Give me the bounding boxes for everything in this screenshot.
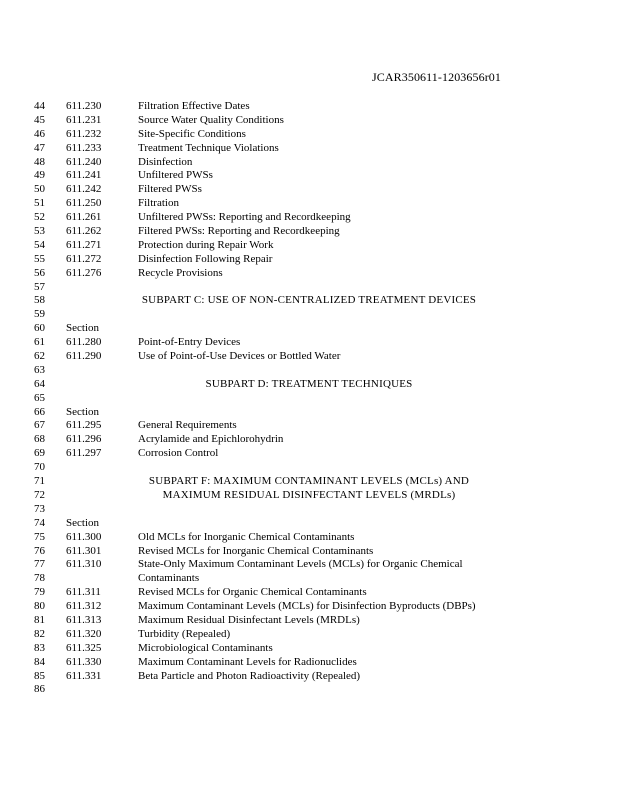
- section-title: Use of Point-of-Use Devices or Bottled Water: [138, 350, 341, 363]
- table-row: [0, 156, 618, 170]
- subpart-heading-line: [0, 378, 618, 392]
- line-number: 71: [34, 475, 45, 488]
- line-number: 61: [34, 336, 45, 349]
- line-number: 67: [34, 419, 45, 432]
- table-row: [0, 433, 618, 447]
- section-title: Unfiltered PWSs: Reporting and Recordkeeping: [138, 211, 351, 224]
- subpart-heading: SUBPART C: USE OF NON-CENTRALIZED TREATMENT DEVICES: [141, 294, 477, 307]
- line-number: 53: [34, 225, 45, 238]
- section-number: 611.230: [66, 100, 102, 112]
- line-number: 66: [34, 405, 45, 418]
- line-number: 69: [34, 447, 45, 460]
- line-number: 75: [34, 530, 45, 543]
- table-row: [0, 308, 618, 322]
- table-row: [0, 503, 618, 517]
- line-number: 48: [34, 155, 45, 168]
- section-label-line: [0, 517, 618, 531]
- table-row: [0, 558, 618, 572]
- section-number: 611.232: [66, 127, 102, 140]
- section-number: 611.311: [66, 586, 101, 599]
- section-number: 611.300: [66, 530, 102, 543]
- line-number: 82: [34, 627, 45, 640]
- section-title: Revised MCLs for Organic Chemical Contaminants: [138, 586, 367, 599]
- table-row: [0, 197, 618, 211]
- section-title: Filtered PWSs: [138, 183, 202, 196]
- section-title: Filtration: [138, 197, 179, 210]
- table-row: [0, 600, 618, 614]
- section-number: 611.261: [66, 211, 102, 224]
- section-label-line: [0, 406, 618, 420]
- line-number: 47: [34, 141, 45, 154]
- section-number: 611.250: [66, 197, 102, 210]
- line-number: 77: [34, 558, 45, 571]
- line-number: 50: [34, 183, 45, 196]
- rule-text-body: [0, 100, 618, 697]
- line-number: 49: [34, 169, 45, 182]
- section-number: 611.280: [66, 336, 102, 349]
- section-number: 611.295: [66, 419, 102, 432]
- section-number: 611.241: [66, 169, 102, 182]
- section-title: Turbidity (Repealed): [138, 627, 231, 640]
- subpart-heading: SUBPART F: MAXIMUM CONTAMINANT LEVELS (MCLs) AND: [148, 475, 470, 488]
- line-number: 70: [34, 461, 45, 474]
- section-number: 611.290: [66, 350, 102, 363]
- table-row: [0, 419, 618, 433]
- section-title: State-Only Maximum Contaminant Levels (MCLs) for Organic Chemical: [138, 558, 463, 571]
- section-title: Revised MCLs for Inorganic Chemical Contaminants: [138, 544, 374, 557]
- table-row: [0, 628, 618, 642]
- section-number: 611.330: [66, 655, 102, 668]
- section-title: Site-Specific Conditions: [138, 127, 246, 140]
- section-title: Unfiltered PWSs: [138, 169, 213, 182]
- line-number: 81: [34, 613, 45, 626]
- line-number: 86: [34, 683, 45, 696]
- section-title: Filtered PWSs: Reporting and Recordkeeping: [138, 225, 340, 238]
- section-number: 611.240: [66, 155, 102, 168]
- section-title: Maximum Contaminant Levels for Radionuclides: [138, 655, 357, 668]
- table-row: [0, 128, 618, 142]
- section-title: Beta Particle and Photon Radioactivity (Repealed): [138, 669, 361, 682]
- table-row: [0, 572, 618, 586]
- section-number: 611.301: [66, 544, 102, 557]
- section-title: Point-of-Entry Devices: [138, 336, 241, 349]
- line-number: 83: [34, 641, 45, 654]
- subpart-heading-line: [0, 294, 618, 308]
- subpart-heading: MAXIMUM RESIDUAL DISINFECTANT LEVELS (MRDLs): [162, 488, 456, 501]
- section-title: Protection during Repair Work: [138, 238, 274, 251]
- line-number: 84: [34, 655, 45, 668]
- line-number: 57: [34, 280, 45, 293]
- line-number: 74: [34, 516, 45, 529]
- table-row: [0, 253, 618, 267]
- table-row: [0, 239, 618, 253]
- section-number: 611.271: [66, 238, 102, 251]
- subpart-heading-line: [0, 489, 618, 503]
- table-row: [0, 350, 618, 364]
- section-title: Disinfection: [138, 155, 193, 168]
- section-number: 611.231: [66, 113, 102, 126]
- section-number: 611.276: [66, 266, 102, 279]
- table-row: [0, 211, 618, 225]
- line-number: 59: [34, 308, 45, 321]
- table-row: [0, 100, 618, 114]
- section-number: 611.313: [66, 613, 102, 626]
- line-number: 51: [34, 197, 45, 210]
- table-row: [0, 614, 618, 628]
- line-number: 78: [34, 572, 45, 585]
- line-number: 68: [34, 433, 45, 446]
- line-number: 54: [34, 238, 45, 251]
- section-title: Source Water Quality Conditions: [138, 113, 284, 126]
- section-column-label: Section: [66, 405, 99, 418]
- table-row: [0, 461, 618, 475]
- line-number: 85: [34, 669, 45, 682]
- section-title: Maximum Contaminant Levels (MCLs) for Disinfection Byproducts (DBPs): [138, 600, 476, 613]
- table-row: [0, 183, 618, 197]
- section-number: 611.296: [66, 433, 102, 446]
- line-number: 58: [34, 294, 45, 307]
- line-number: 56: [34, 266, 45, 279]
- table-row: [0, 545, 618, 559]
- section-title: Disinfection Following Repair: [138, 252, 273, 265]
- line-number: 62: [34, 350, 45, 363]
- document-id: JCAR350611-1203656r01: [372, 70, 501, 84]
- line-number: 45: [34, 113, 45, 126]
- line-number: 55: [34, 252, 45, 265]
- table-row: [0, 531, 618, 545]
- line-number: 44: [34, 100, 45, 112]
- section-number: 611.310: [66, 558, 102, 571]
- table-row: [0, 642, 618, 656]
- section-number: 611.325: [66, 641, 102, 654]
- line-number: 72: [34, 488, 45, 501]
- line-number: 76: [34, 544, 45, 557]
- section-column-label: Section: [66, 322, 99, 335]
- section-title: Treatment Technique Violations: [138, 141, 279, 154]
- line-number: 60: [34, 322, 45, 335]
- section-title: Microbiological Contaminants: [138, 641, 273, 654]
- section-number: 611.297: [66, 447, 102, 460]
- section-title: General Requirements: [138, 419, 237, 432]
- subpart-heading: SUBPART D: TREATMENT TECHNIQUES: [205, 377, 413, 390]
- line-number: 64: [34, 377, 45, 390]
- table-row: [0, 586, 618, 600]
- table-row: [0, 683, 618, 697]
- line-number: 65: [34, 391, 45, 404]
- section-number: 611.233: [66, 141, 102, 154]
- section-column-label: Section: [66, 516, 99, 529]
- section-title: Recycle Provisions: [138, 266, 223, 279]
- section-number: 611.242: [66, 183, 102, 196]
- table-row: [0, 670, 618, 684]
- subpart-heading-line: [0, 475, 618, 489]
- section-title: Old MCLs for Inorganic Chemical Contaminants: [138, 530, 355, 543]
- line-number: 52: [34, 211, 45, 224]
- section-label-line: [0, 322, 618, 336]
- table-row: [0, 142, 618, 156]
- section-title: Corrosion Control: [138, 447, 219, 460]
- line-number: 80: [34, 600, 45, 613]
- section-number: 611.320: [66, 627, 102, 640]
- section-number: 611.272: [66, 252, 102, 265]
- line-number: 73: [34, 502, 45, 515]
- table-row: [0, 225, 618, 239]
- line-number: 79: [34, 586, 45, 599]
- section-number: 611.331: [66, 669, 102, 682]
- table-row: [0, 169, 618, 183]
- section-title: Contaminants: [138, 572, 200, 585]
- table-row: [0, 281, 618, 295]
- section-number: 611.262: [66, 225, 102, 238]
- line-number: 63: [34, 363, 45, 376]
- table-row: [0, 114, 618, 128]
- table-row: [0, 267, 618, 281]
- section-number: 611.312: [66, 600, 102, 613]
- line-number: 46: [34, 127, 45, 140]
- table-row: [0, 336, 618, 350]
- section-title: Acrylamide and Epichlorohydrin: [138, 433, 284, 446]
- table-row: [0, 364, 618, 378]
- table-row: [0, 447, 618, 461]
- table-row: [0, 392, 618, 406]
- section-title: Filtration Effective Dates: [138, 100, 250, 112]
- table-row: [0, 656, 618, 670]
- section-title: Maximum Residual Disinfectant Levels (MRDLs): [138, 613, 360, 626]
